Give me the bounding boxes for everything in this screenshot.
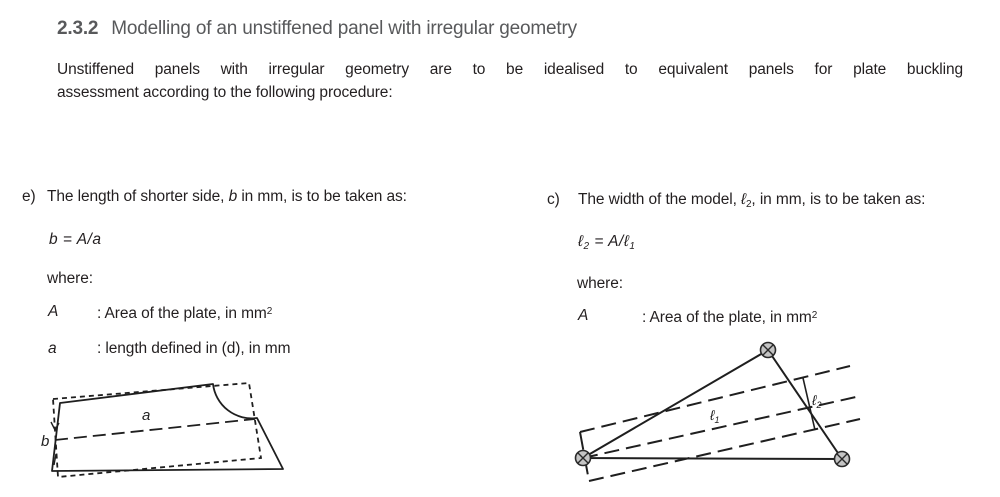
item-c-formula-lhs: ℓ	[578, 233, 584, 250]
item-c-def-desc-A-sup: 2	[811, 310, 818, 321]
item-e-marker: e)	[22, 188, 36, 205]
section-number: 2.3.2	[57, 18, 99, 39]
panel-outline	[52, 384, 283, 471]
corner-node-bottom-left	[576, 451, 591, 466]
item-c-def-desc-A-text: : Area of the plate, in mm	[642, 309, 812, 326]
item-c-def-desc-A	[642, 307, 817, 327]
section-title: Modelling of an unstiffened panel with irregular geometry	[111, 18, 577, 39]
corner-node-top	[761, 343, 776, 358]
item-c-text	[578, 191, 925, 214]
label-a: a	[142, 407, 151, 424]
item-e-def-desc-a-text: : length defined in (d), in mm	[97, 340, 291, 357]
item-e-text-pre: The length of shorter side,	[47, 188, 229, 205]
label-l2: ℓ$_2$	[812, 392, 822, 410]
item-e-def-desc-A-sup: 2	[266, 306, 273, 317]
item-c-text-post: , in mm, is to be taken as:	[751, 191, 926, 208]
triangle-outline	[583, 350, 842, 459]
label-l1: ℓ$_1$	[710, 407, 720, 425]
item-e-text-var: b	[228, 188, 238, 205]
figure-triangular-panel	[560, 335, 970, 497]
intro-paragraph	[57, 58, 963, 104]
item-e-def-desc-A-text: : Area of the plate, in mm	[97, 305, 267, 322]
intro-line-2: assessment according to the following procedure:	[57, 84, 393, 101]
item-e-formula: b = A/a	[49, 231, 102, 248]
item-e-def-desc-a	[97, 340, 290, 358]
item-e-def-symbol-a: a	[48, 340, 57, 357]
item-c-formula-rhs-sub: 1	[629, 241, 636, 252]
item-c-def-symbol-A: A	[578, 307, 589, 324]
item-e-where: where:	[47, 270, 93, 287]
item-e-text-post: in mm, is to be taken as:	[237, 188, 407, 205]
item-c-text-pre: The width of the model,	[578, 191, 742, 208]
item-c-formula-rhs: A/ℓ	[608, 233, 630, 250]
corner-node-bottom-right	[835, 452, 850, 467]
item-c-marker: c)	[547, 191, 560, 208]
item-c-text-var-sub: 2	[745, 199, 752, 210]
label-b: b	[41, 433, 50, 450]
item-e-text	[47, 188, 407, 206]
item-c-where: where:	[577, 275, 623, 292]
model-bottom-edge-dashed	[589, 419, 860, 481]
item-c-formula	[578, 233, 635, 252]
item-c-text-var: ℓ	[741, 191, 746, 208]
figure-irregular-panel	[20, 362, 300, 494]
item-e-def-desc-A	[97, 303, 272, 323]
item-c-formula-eq: =	[589, 233, 609, 250]
centerline-a-dashed	[55, 419, 255, 440]
intro-line-1: Unstiffened panels with irregular geometry are to be idealised to equivalent panels for plate buckling	[57, 61, 963, 78]
item-e-def-symbol-A: A	[48, 303, 59, 320]
item-c-formula-lhs-sub: 2	[583, 241, 590, 252]
section-heading	[57, 18, 577, 40]
